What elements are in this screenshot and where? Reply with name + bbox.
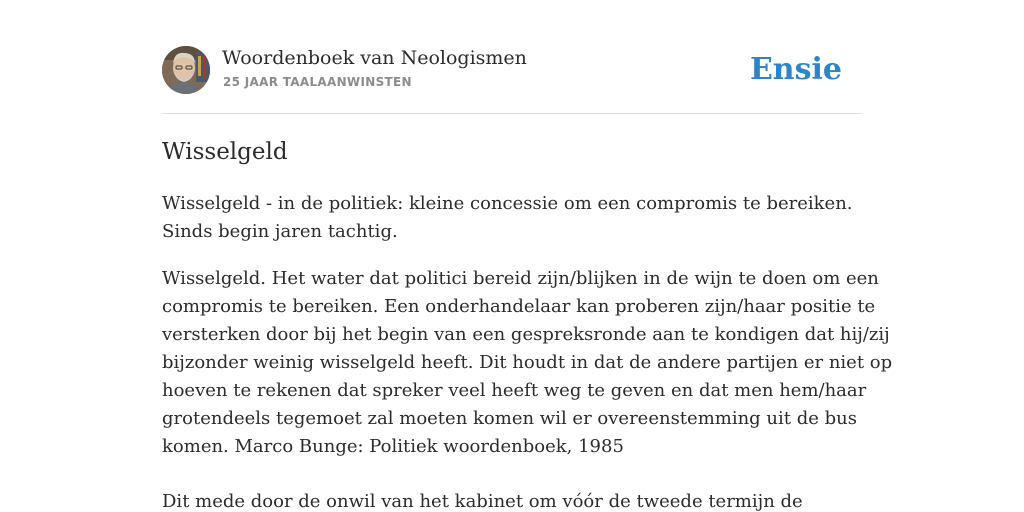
header-divider	[162, 113, 862, 114]
example-paragraph	[162, 488, 862, 512]
author-avatar[interactable]	[162, 46, 210, 94]
citation-paragraph	[162, 265, 893, 461]
text-line: komen. Marco Bunge: Politiek woordenboek, 1985	[162, 436, 624, 457]
site-title[interactable]: Woordenboek van Neologismen	[222, 47, 527, 69]
text-line: Sinds begin jaren tachtig.	[162, 221, 398, 242]
article	[162, 136, 893, 512]
brand-logo[interactable]: Ensie	[749, 52, 842, 87]
site-subtitle: 25 JAAR TAALAANWINSTEN	[223, 75, 412, 89]
text-line: hoeven te rekenen dat spreker veel heeft weg te geven en dat men hem/haar	[162, 380, 867, 401]
text-line: versterken door bij het begin van een gespreksronde aan te kondigen dat hij/zij	[162, 324, 890, 345]
text-line: Wisselgeld - in de politiek: kleine concessie om een compromis te bereiken.	[162, 193, 853, 214]
text-line: grotendeels tegemoet zal moeten komen wil er overeenstemming uit de bus	[162, 408, 857, 429]
avatar-portrait-icon	[162, 46, 210, 94]
text-line: bijzonder weinig wisselgeld heeft. Dit houdt in dat de andere partijen er niet op	[162, 352, 893, 373]
text-line: compromis te bereiken. Een onderhandelaar kan proberen zijn/haar positie te	[162, 296, 876, 317]
text-line: Dit mede door de onwil van het kabinet om vóór de tweede termijn de	[162, 491, 803, 512]
text-line: Wisselgeld. Het water dat politici bereid zijn/blijken in de wijn te doen om een	[162, 268, 879, 289]
site-header	[162, 46, 862, 96]
article-title: Wisselgeld	[162, 139, 288, 165]
definition-paragraph	[162, 190, 862, 246]
